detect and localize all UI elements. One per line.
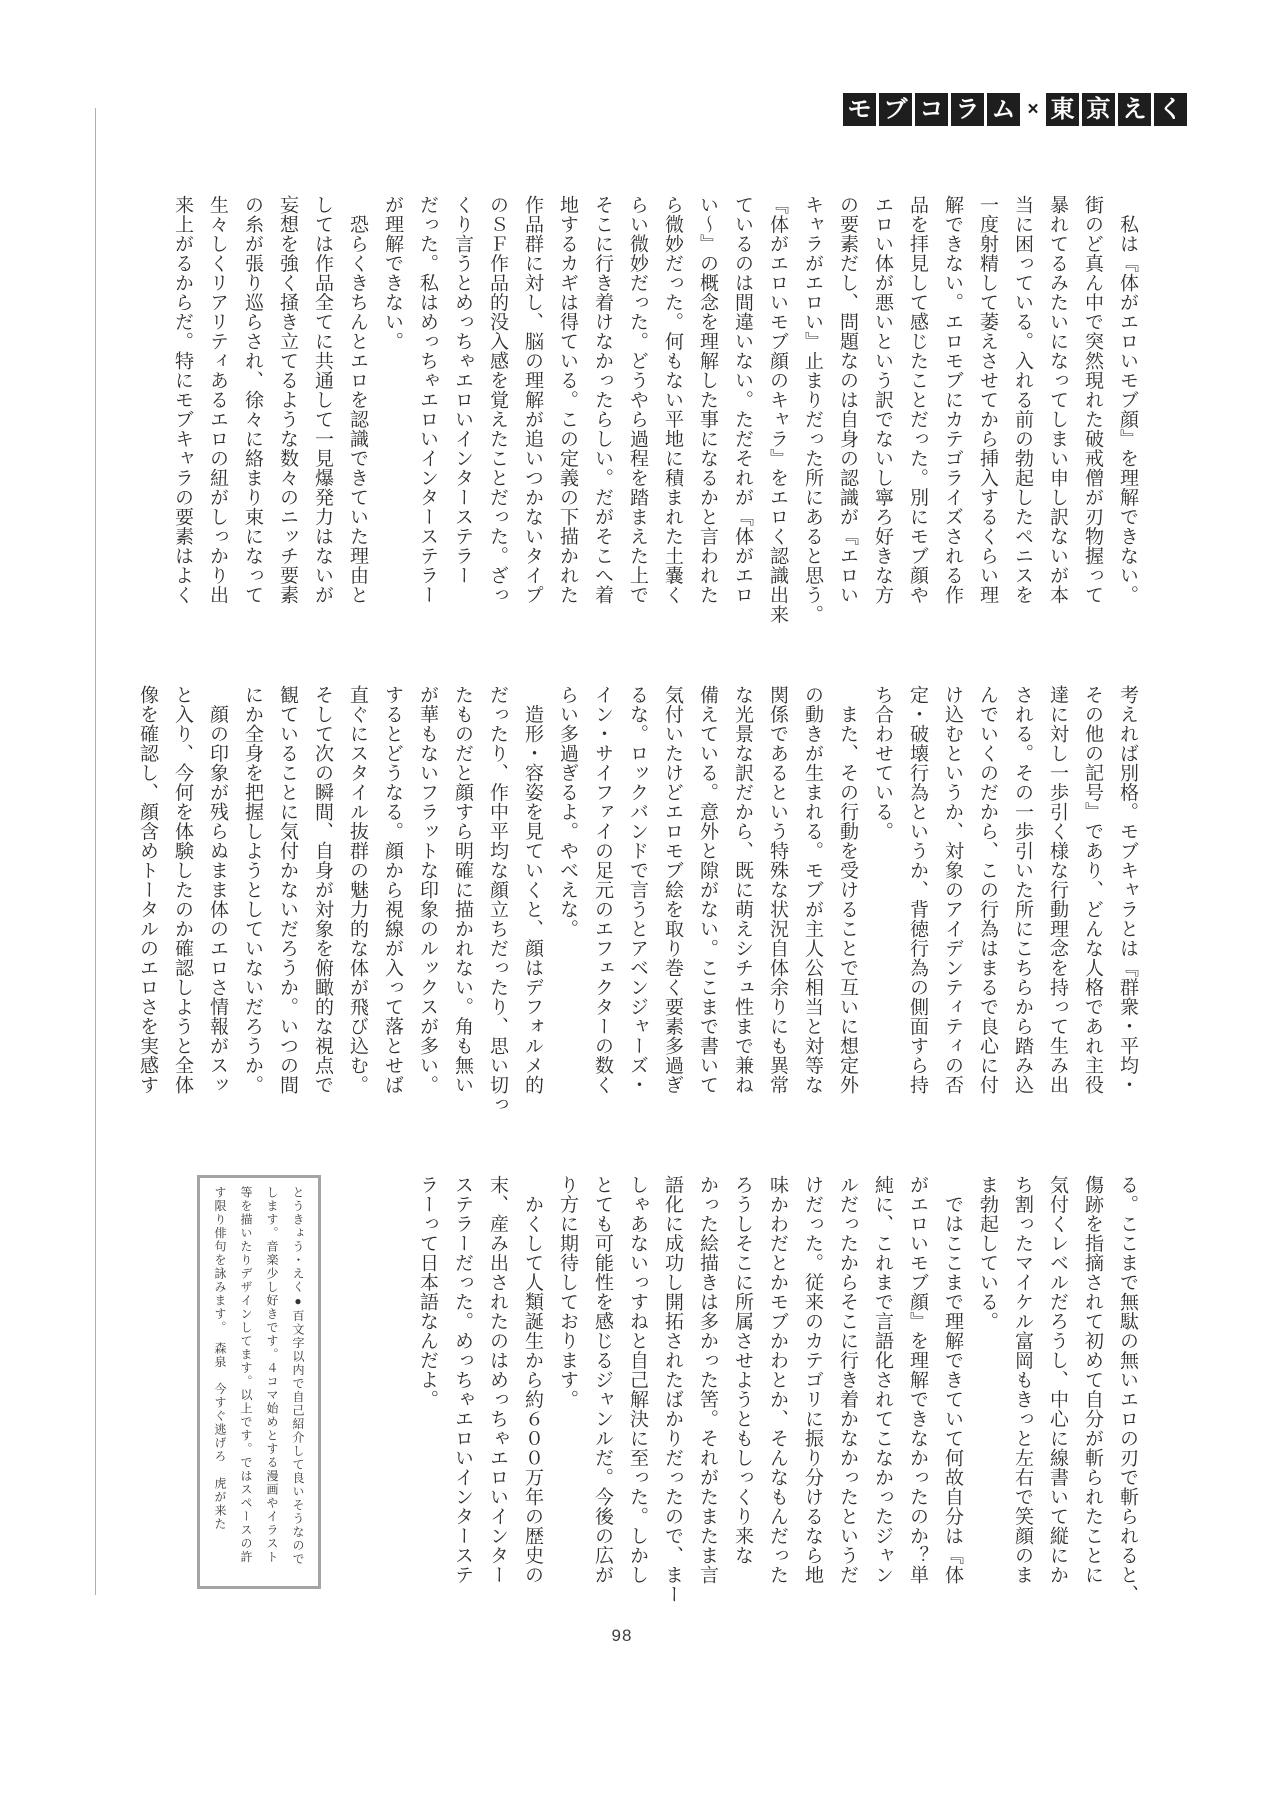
text-column: 備えている。意外と隙がない。ここまで書いて [697,685,718,1095]
text-column: ち割ったマイケル富岡もきっと左右で笑顔のま [1012,1175,1033,1585]
text-column: が華もないフラットな印象のルックスが多い。 [417,685,438,1095]
text-column: するとどうなる。顔から視線が入って落とせば [382,685,403,1095]
text-column: 私は『体がエロいモブ顔』を理解できない。 [1117,195,1138,605]
text-column: らい多過ぎるよ。やべえな。 [557,685,578,939]
text-column: ステラーだった。めっちゃエロいインターステ [452,1175,473,1585]
left-margin-rule [95,108,96,1595]
article-text-band-2 [130,685,1145,1114]
text-column: そして次の瞬間、自身が対象を俯瞰的な視点で [312,685,333,1095]
text-column: だったり、作中平均な顔立ちだったり、思い切っ [487,685,508,1114]
badge-tile: ブ [879,93,912,126]
badge-tile: モ [843,93,876,126]
text-column: る。ここまで無駄の無いエロの刃で斬られると、 [1117,1175,1138,1604]
text-column: 語化に成功し開拓されたばかりだったので、まー [662,1175,683,1604]
text-column: イン・サイファイの足元のエフェクターの数く [592,685,613,1095]
text-column: 街のど真ん中で突然現れた破戒僧が刃物握って [1082,195,1103,605]
text-column: ているのは間違いない。ただそれが『体がエロ [732,195,753,605]
text-column: 傷跡を指摘されて初めて自分が斬られたことに [1082,1175,1103,1585]
badge-tile: ラ [951,93,984,126]
author-profile-box [197,1175,321,1589]
text-column: す限り俳句を詠みます。 森泉 今すぐ逃げろ 虎が来た [213,1186,227,1531]
text-column: される。その一歩引いた所にこちらから踏み込 [1012,685,1033,1095]
text-column: の動きが生まれる。モブが主人公相当と対等な [802,685,823,1095]
text-column: ルだったからそこに行き着かなかったというだ [837,1175,858,1585]
text-column: が理解できない。 [382,195,403,351]
text-column: い〜』の概念を理解した事になるかと言われた [697,195,718,605]
text-column: ラーって日本語なんだよ。 [417,1175,438,1409]
text-column: 地するカギは得ている。この定義の下描かれた [557,195,578,605]
text-column: くり言うとめっちゃエロいインターステラー [452,195,473,585]
text-column: ろうしそこに所属させようともしっくり来な [732,1175,753,1565]
text-column: 作品群に対し、脳の理解が追いつかないタイプ [522,195,543,605]
text-column: がエロいモブ顔』を理解できなかったのか？単 [907,1175,928,1585]
text-column: しゃあないっすねと自己解決に至った。しかし [627,1175,648,1585]
text-column: るな。ロックバンドで言うとアベンジャーズ・ [627,685,648,1095]
text-column: 造形・容姿を見ていくと、顔はデフォルメ的 [522,685,543,1095]
text-column: のＳＦ作品的没入感を覚えたことだった。ざっ [487,195,508,605]
text-column: 純に、これまで言語化されてこなかったジャン [872,1175,893,1585]
text-column: 暴れてるみたいになってしまい申し訳ないが本 [1047,195,1068,605]
text-column: ではここまで理解できていて何故自分は『体 [942,1175,963,1585]
text-column: ら微妙だった。何もない平地に積まれた土嚢く [662,195,683,605]
text-column: 顔の印象が残らぬまま体のエロさ情報がスッ [207,685,228,1095]
text-column: にか全身を把握しようとしていないだろうか。 [242,685,263,1095]
article-text-band-1 [165,195,1145,624]
text-column: 気付いたけどエロモブ絵を取り巻く要素多過ぎ [662,685,683,1095]
text-column: たものだと顔すら明確に描かれない。角も無い [452,685,473,1095]
text-column: エロい体が悪いという訳でないし寧ろ好きな方 [872,195,893,605]
text-column: の要素だし、問題なのは自身の認識が『エロい [837,195,858,605]
badge-left-chars [843,93,1020,126]
text-column: その他の記号』であり、どんな人格であれ主役 [1082,685,1103,1095]
text-column: 直ぐにスタイル抜群の魅力的な体が飛び込む。 [347,685,368,1095]
badge-tile: え [1118,93,1151,126]
text-column: かった絵描きは多かった筈。それがたまたま言 [697,1175,718,1585]
text-column: んでいくのだから、この行為はまるで良心に付 [977,685,998,1095]
column-title-badge [843,93,1187,126]
text-column: 末、産み出されたのはめっちゃエロいインター [487,1175,508,1585]
text-column: 観ていることに気付かないだろうか。いつの間 [277,685,298,1095]
badge-tile: 京 [1082,93,1115,126]
article-text-band-3 [410,1175,1145,1604]
text-column: らい微妙だった。どうやら過程を踏まえた上で [627,195,648,605]
text-column: 生々しくリアリティあるエロの紐がしっかり出 [207,195,228,605]
text-column: だった。私はめっちゃエロいインターステラー [417,195,438,605]
badge-tile: コ [915,93,948,126]
text-column: と入り、今何を体験したのか確認しようと全体 [172,685,193,1095]
text-column: 品を拝見して感じたことだった。別にモブ顔や [907,195,928,605]
text-column: の糸が張り巡らされ、徐々に絡まり束になって [242,195,263,605]
badge-tile: 東 [1046,93,1079,126]
text-column: ま勃起している。 [977,1175,998,1331]
text-column: 妄想を強く掻き立てるような数々のニッチ要素 [277,195,298,605]
text-column: 達に対し一歩引く様な行動理念を持って生み出 [1047,685,1068,1095]
text-column: かくして人類誕生から約６００万年の歴史の [522,1175,543,1585]
text-column: 定・破壊行為というか、背徳行為の側面すら持 [907,685,928,1095]
text-column: とても可能性を感じるジャンルだ。今後の広が [592,1175,613,1585]
text-column: 来上がるからだ。特にモブキャラの要素はよく [172,195,193,605]
text-column: とうきょう・えく●百文字以内で自己紹介して良いそうなので [291,1186,305,1566]
text-column: けだった。従来のカテゴリに振り分けるなら地 [802,1175,823,1585]
text-column: け込むというか、対象のアイデンティティの否 [942,685,963,1095]
text-column: 『体がエロいモブ顔のキャラ』をエロく認識出来 [767,195,788,624]
page-number: 98 [611,1626,633,1645]
text-column: 当に困っている。入れる前の勃起したペニスを [1012,195,1033,605]
text-column: そこに行き着けなかったらしい。だがそこへ着 [592,195,613,605]
text-column: 味かわだとかモブかわとか、そんなもんだった [767,1175,788,1585]
text-column: り方に期待しております。 [557,1175,578,1409]
text-column: ち合わせている。 [872,685,893,841]
text-column: また、その行動を受けることで互いに想定外 [837,685,858,1095]
text-column: します。音楽少し好きです。４コマ始めとする漫画やイラスト [265,1186,279,1564]
text-column: 等を描いたりデザインしてます。以上です。ではスペースの許 [239,1186,253,1564]
text-column: しては作品全てに共通して一見爆発力はないが [312,195,333,605]
text-column: 関係であるという特殊な状況自体余りにも異常 [767,685,788,1095]
text-column: 解できない。エロモブにカテゴライズされる作 [942,195,963,605]
text-column: 像を確認し、顔含めトータルのエロさを実感す [137,685,158,1095]
text-column: 一度射精して萎えさせてから挿入するくらい理 [977,195,998,605]
text-column: 恐らくきちんとエロを認識できていた理由と [347,195,368,605]
text-column: キャラがエロい』止まりだった所にあると思う。 [802,195,823,624]
text-column: 考えれば別格。モブキャラとは『群衆・平均・ [1117,685,1138,1095]
text-column: な光景な訳だから、既に萌えシチュ性まで兼ね [732,685,753,1095]
badge-right-chars [1046,93,1187,126]
badge-tile: ム [987,93,1020,126]
badge-tile: く [1154,93,1187,126]
text-column: 気付くレベルだろうし、中心に線書いて縦にか [1047,1175,1068,1585]
badge-separator: × [1027,98,1039,120]
